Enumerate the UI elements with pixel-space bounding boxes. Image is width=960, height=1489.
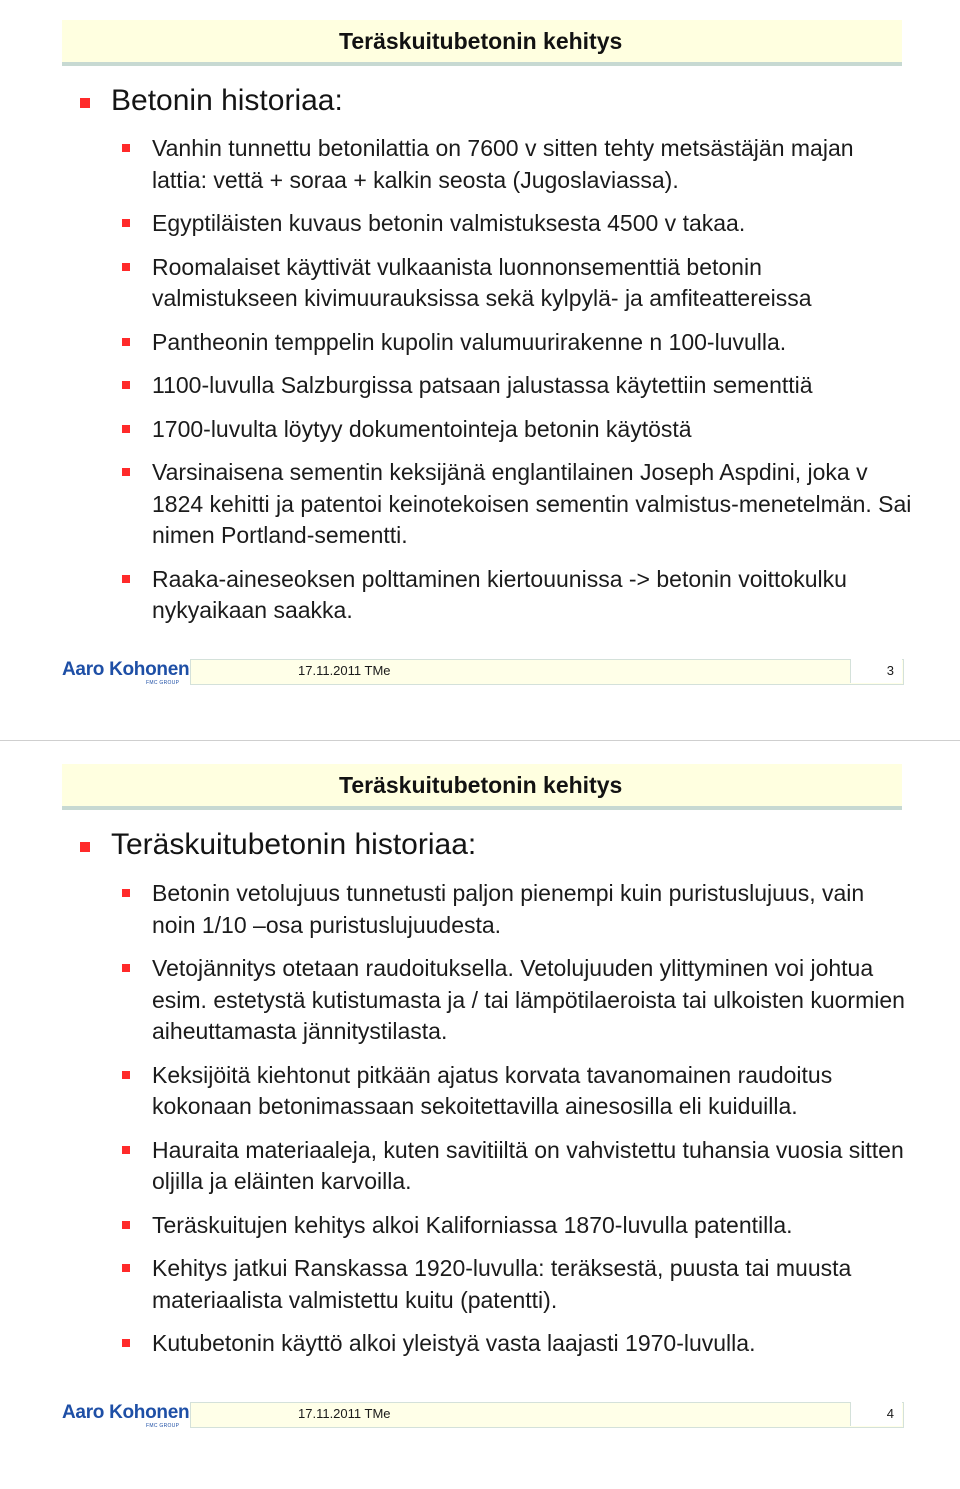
page-divider	[0, 740, 960, 741]
list-item: Roomalaiset käyttivät vulkaanista luonnonsementtiä betonin valmistukseen kivimuurauksissa sekä kylpylä- ja amfiteattereissa	[122, 252, 912, 315]
square-bullet-icon	[122, 1221, 130, 1229]
square-bullet-icon	[122, 889, 130, 897]
list-item: Varsinaisena sementin keksijänä englantilainen Joseph Aspdini, joka v 1824 kehitti ja patentoi keinotekoisen sementin valmistus-menetelmän. Sai nimen Portland-sementti.	[122, 457, 912, 552]
footer-date: 17.11.2011 TMe	[298, 663, 391, 678]
slide-4	[0, 744, 960, 1489]
slide-title-bar	[62, 764, 902, 810]
heading-text: Betonin historiaa:	[111, 84, 343, 117]
square-bullet-icon	[80, 842, 90, 852]
list-item: Betonin vetolujuus tunnetusti paljon pienempi kuin puristuslujuus, vain noin 1/10 –osa puristuslujuudesta.	[122, 878, 912, 941]
bullet-list	[122, 878, 912, 1360]
footer-date: 17.11.2011 TMe	[298, 1406, 391, 1421]
square-bullet-icon	[122, 1339, 130, 1347]
bullet-list	[122, 133, 912, 627]
slide-title-bar	[62, 20, 902, 66]
slide-footer	[0, 1402, 960, 1442]
list-item: Hauraita materiaaleja, kuten savitiiltä on vahvistettu tuhansia vuosia sitten oljilla ja eläinten karvoilla.	[122, 1135, 912, 1198]
list-item: 1100-luvulla Salzburgissa patsaan jalustassa käytettiin sementtiä	[122, 370, 912, 402]
square-bullet-icon	[122, 425, 130, 433]
list-item: Vanhin tunnettu betonilattia on 7600 v sitten tehty metsästäjän majan lattia: vettä + soraa + kalkin seosta (Jugoslaviassa).	[122, 133, 912, 196]
square-bullet-icon	[122, 219, 130, 227]
slide-3	[0, 0, 960, 710]
company-logo: Aaro Kohonen FMC GROUP	[62, 1402, 190, 1429]
company-logo: Aaro Kohonen FMC GROUP	[62, 659, 190, 686]
square-bullet-icon	[122, 1264, 130, 1272]
list-item: Kutubetonin käyttö alkoi yleistyä vasta laajasti 1970-luvulla.	[122, 1328, 912, 1360]
list-item: Egyptiläisten kuvaus betonin valmistuksesta 4500 v takaa.	[122, 208, 912, 240]
square-bullet-icon	[122, 338, 130, 346]
square-bullet-icon	[80, 98, 90, 108]
list-item: Teräskuitujen kehitys alkoi Kaliforniassa 1870-luvulla patentilla.	[122, 1210, 912, 1242]
page-number: 3	[850, 659, 902, 683]
slide-title: Teräskuitubetonin kehitys	[339, 772, 623, 798]
square-bullet-icon	[122, 964, 130, 972]
heading-text: Teräskuitubetonin historiaa:	[111, 828, 477, 861]
square-bullet-icon	[122, 381, 130, 389]
list-item: Raaka-aineseoksen polttaminen kiertouunissa -> betonin voittokulku nykyaikaan saakka.	[122, 564, 912, 627]
square-bullet-icon	[122, 1146, 130, 1154]
slide-title: Teräskuitubetonin kehitys	[339, 28, 623, 54]
square-bullet-icon	[122, 575, 130, 583]
list-item: Pantheonin temppelin kupolin valumuurirakenne n 100-luvulla.	[122, 327, 912, 359]
list-item: Keksijöitä kiehtonut pitkään ajatus korvata tavanomainen raudoitus kokonaan betonimassaan sekoitettavilla ainesosilla eli kuiduilla.	[122, 1060, 912, 1123]
square-bullet-icon	[122, 144, 130, 152]
square-bullet-icon	[122, 263, 130, 271]
square-bullet-icon	[122, 468, 130, 476]
page-number: 4	[850, 1402, 902, 1426]
list-item: Vetojännitys otetaan raudoituksella. Vetolujuuden ylittyminen voi johtua esim. estetystä kutistumasta ja / tai lämpötilaeroista tai ulkoisten kuormien aiheuttamasta jännitystilasta.	[122, 953, 912, 1048]
square-bullet-icon	[122, 1071, 130, 1079]
slide-footer	[0, 659, 960, 699]
list-item: Kehitys jatkui Ranskassa 1920-luvulla: teräksestä, puusta tai muusta materiaalista valmistettu kuitu (patentti).	[122, 1253, 912, 1316]
list-item: 1700-luvulta löytyy dokumentointeja betonin käytöstä	[122, 414, 912, 446]
